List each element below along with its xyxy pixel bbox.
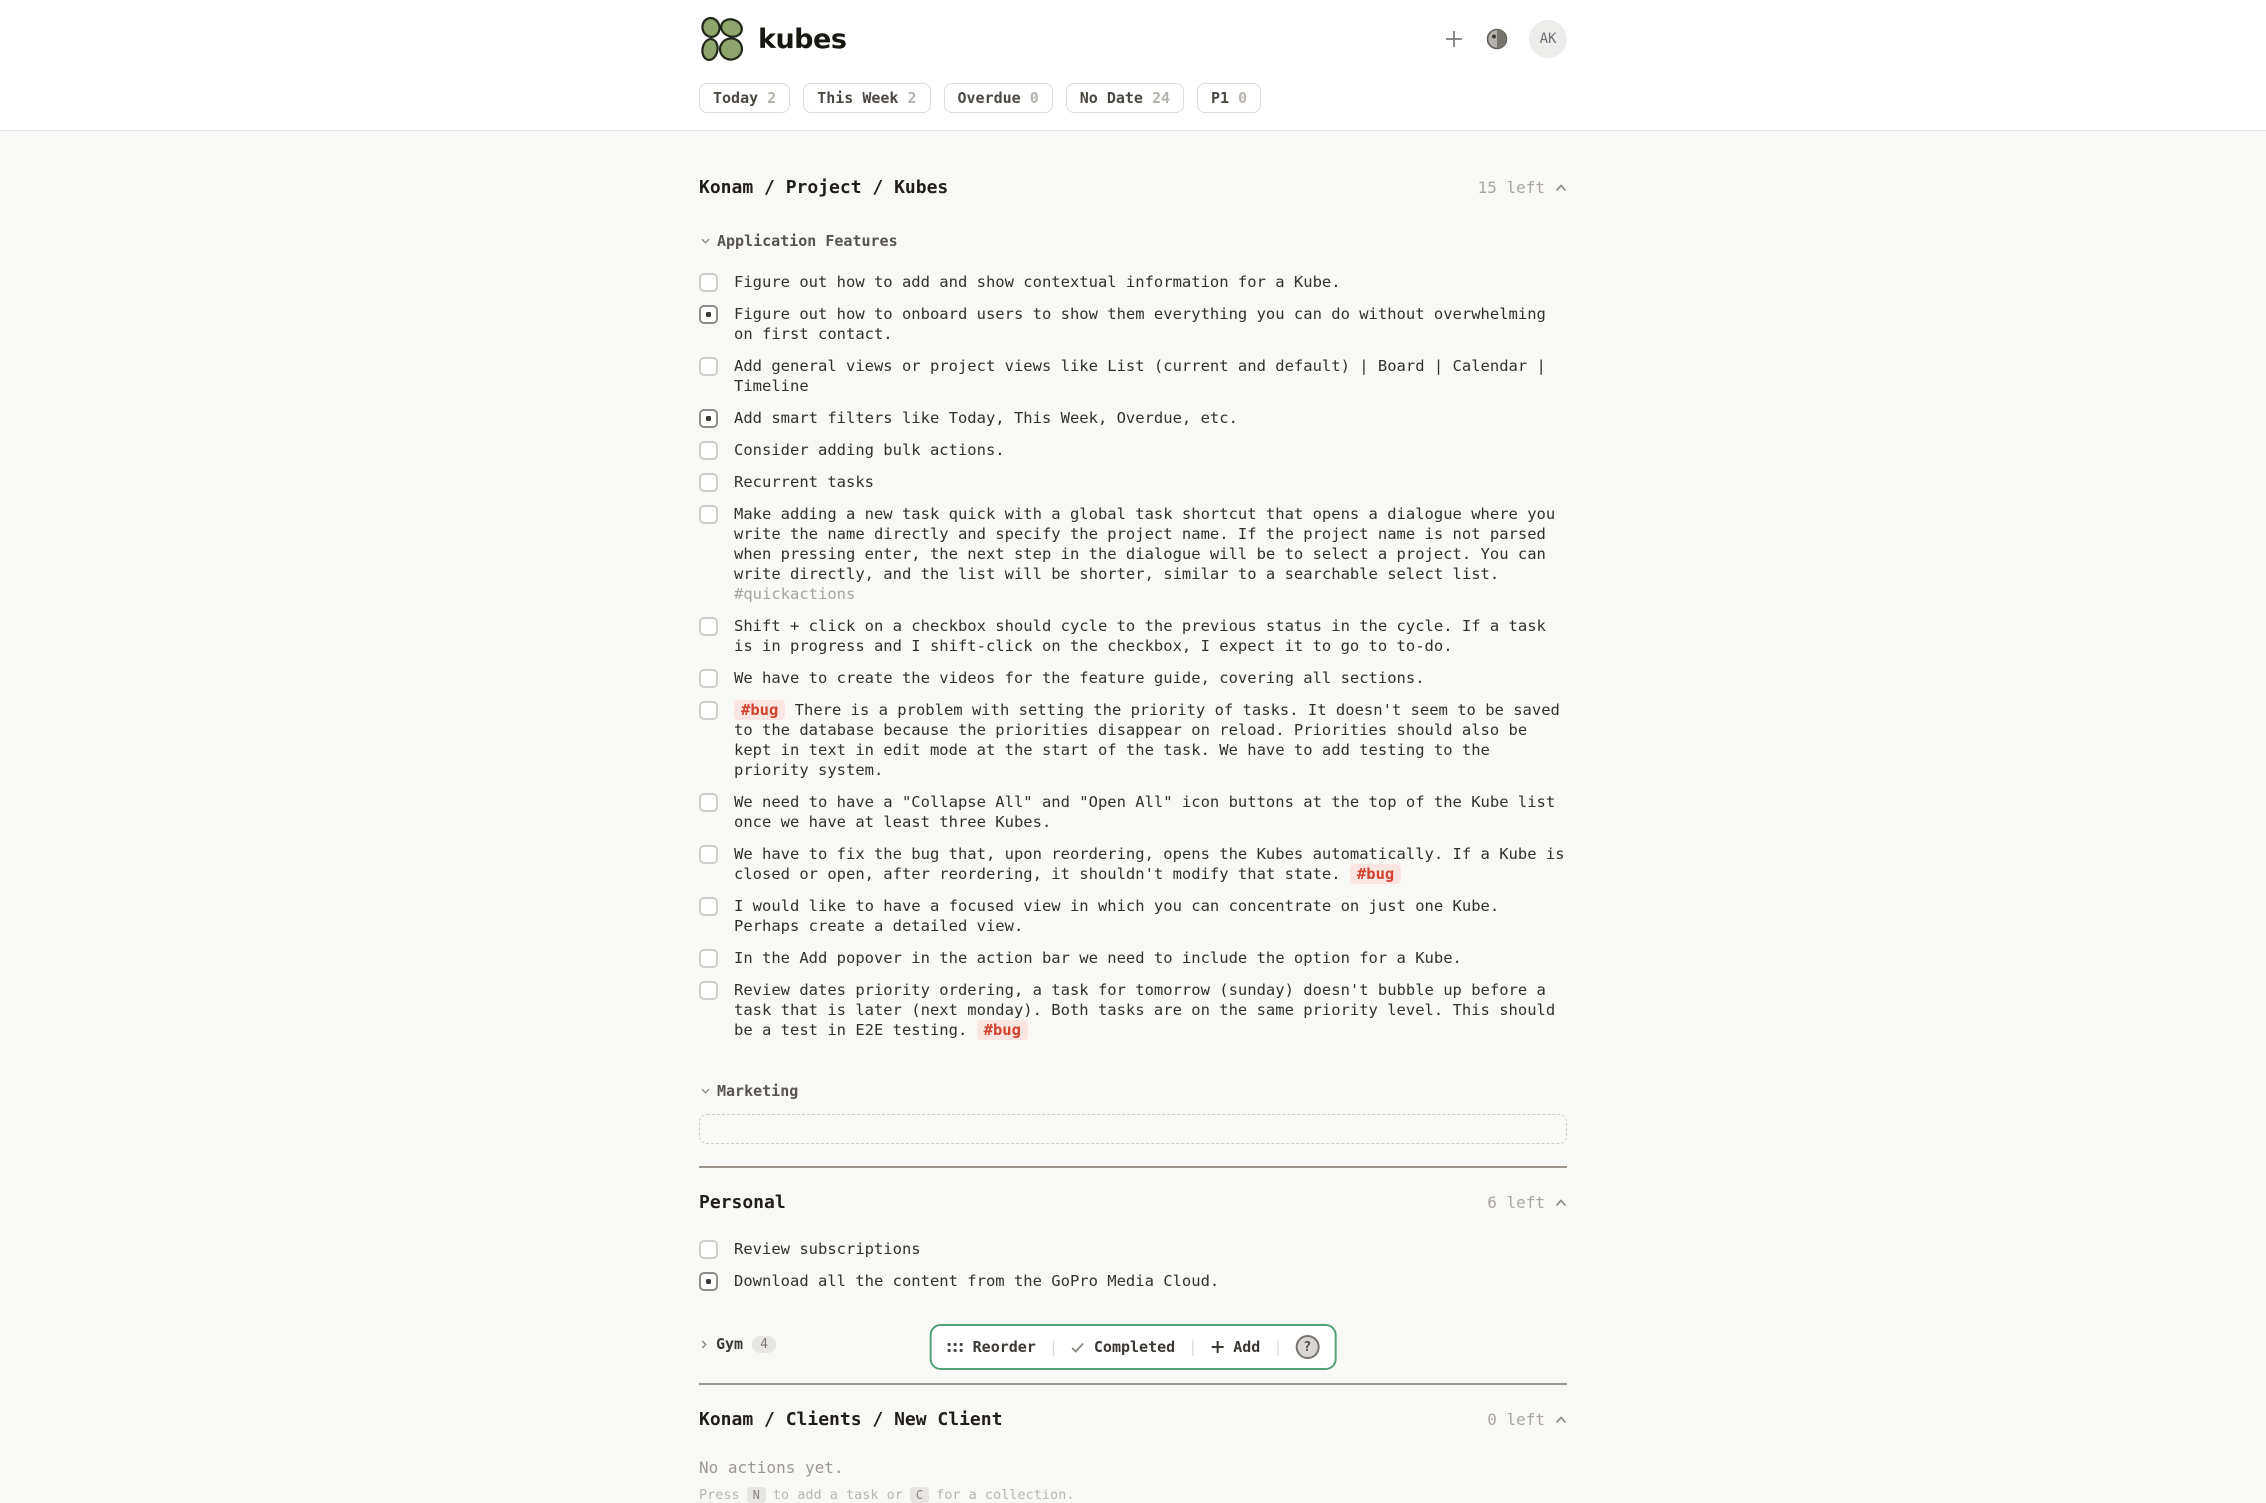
brand bbox=[699, 16, 846, 62]
task-text-segment: Download all the content from the GoPro Media Cloud. bbox=[734, 1272, 1220, 1290]
toolbar-divider: | bbox=[1273, 1338, 1283, 1356]
chevron-up-icon bbox=[1555, 1199, 1567, 1207]
remaining-count: 15 left bbox=[1477, 178, 1545, 197]
task-text-segment: Add general views or project views like List (current and default) | Board | Calendar | Timeline bbox=[734, 357, 1546, 395]
filter-pill-label: Overdue bbox=[957, 89, 1021, 107]
filter-pill-label: P1 bbox=[1211, 89, 1230, 107]
task-checkbox[interactable] bbox=[699, 505, 718, 524]
task-checkbox[interactable] bbox=[699, 793, 718, 812]
personal-task-list bbox=[699, 1233, 1567, 1297]
task-text-segment: Recurrent tasks bbox=[734, 473, 874, 491]
bug-tag: #bug bbox=[734, 700, 785, 720]
task-text-segment: We have to fix the bug that, upon reordering, opens the Kubes automatically. If a Kube is closed or open, after reordering, it shouldn't modify that state. bbox=[734, 845, 1565, 883]
task-text bbox=[734, 700, 1567, 780]
task-checkbox[interactable] bbox=[699, 473, 718, 492]
task-row[interactable] bbox=[699, 466, 1567, 498]
chevron-up-icon bbox=[1555, 1416, 1567, 1424]
task-text-segment: Review dates priority ordering, a task for tomorrow (sunday) doesn't bubble up before a task that is later (next monday). Both tasks are on the same priority level. This should be a test in E2E testing. bbox=[734, 981, 1556, 1039]
task-text bbox=[734, 304, 1567, 344]
task-checkbox[interactable] bbox=[699, 617, 718, 636]
app-logo-icon bbox=[699, 16, 745, 62]
key-n: N bbox=[747, 1487, 766, 1503]
task-text-segment: Shift + click on a checkbox should cycle to the previous status in the cycle. If a task is in progress and I shift-click on the checkbox, I expect it to go to to-do. bbox=[734, 617, 1546, 655]
task-text-segment: We have to create the videos for the feature guide, covering all sections. bbox=[734, 669, 1425, 687]
drag-handle-icon bbox=[947, 1342, 964, 1353]
task-row[interactable] bbox=[699, 786, 1567, 838]
task-checkbox[interactable] bbox=[699, 701, 718, 720]
task-row[interactable] bbox=[699, 838, 1567, 890]
kubes-task-list bbox=[699, 266, 1567, 1046]
filter-pill-p1[interactable] bbox=[1197, 83, 1261, 113]
task-checkbox[interactable] bbox=[699, 845, 718, 864]
task-checkbox[interactable] bbox=[699, 1240, 718, 1259]
plus-icon bbox=[1443, 28, 1465, 50]
task-row[interactable] bbox=[699, 1265, 1567, 1297]
hashtag-label: #quickactions bbox=[734, 585, 856, 603]
section-header-new-client bbox=[699, 1409, 1567, 1430]
task-row[interactable] bbox=[699, 350, 1567, 402]
task-row[interactable] bbox=[699, 610, 1567, 662]
action-toolbar bbox=[930, 1324, 1337, 1370]
filter-bar bbox=[699, 78, 1567, 130]
task-text-segment: Consider adding bulk actions. bbox=[734, 441, 1005, 459]
group-count-badge: 4 bbox=[752, 1336, 776, 1353]
task-row[interactable] bbox=[699, 402, 1567, 434]
task-text bbox=[734, 792, 1567, 832]
filter-pill-today[interactable] bbox=[699, 83, 790, 113]
filter-pill-count: 0 bbox=[1029, 89, 1039, 107]
task-row[interactable] bbox=[699, 266, 1567, 298]
filter-pill-label: Today bbox=[713, 89, 759, 107]
task-text-segment: Make adding a new task quick with a global task shortcut that opens a dialogue where you write the name directly and specify the project name. If the project name is not parsed when pressing enter, the next step in the dialogue will be to select a project. You can write directly, and the list will be shorter, similar to a searchable select list. bbox=[734, 505, 1556, 583]
hint-text: to add a task or bbox=[772, 1487, 903, 1503]
task-checkbox[interactable] bbox=[699, 1272, 718, 1291]
help-button[interactable] bbox=[1295, 1335, 1319, 1359]
section-collapse-personal[interactable] bbox=[1487, 1193, 1567, 1212]
group-label: Application Features bbox=[717, 232, 898, 250]
hint-text: for a collection. bbox=[936, 1487, 1075, 1503]
task-row[interactable] bbox=[699, 1233, 1567, 1265]
section-header-personal bbox=[699, 1192, 1567, 1213]
task-checkbox[interactable] bbox=[699, 981, 718, 1000]
task-checkbox[interactable] bbox=[699, 273, 718, 292]
completed-label: Completed bbox=[1093, 1338, 1176, 1356]
task-text-segment: Add smart filters like Today, This Week, Overdue, etc. bbox=[734, 409, 1238, 427]
group-label: Gym bbox=[716, 1335, 744, 1353]
remaining-count: 0 left bbox=[1487, 1410, 1545, 1429]
section-header-kubes bbox=[699, 177, 1567, 198]
task-row[interactable] bbox=[699, 890, 1567, 942]
task-row[interactable] bbox=[699, 942, 1567, 974]
avatar-initials: AK bbox=[1539, 31, 1557, 47]
question-icon: ? bbox=[1303, 1339, 1312, 1355]
task-text bbox=[734, 1271, 1219, 1291]
chevron-up-icon bbox=[1555, 184, 1567, 192]
task-text bbox=[734, 356, 1567, 396]
bug-tag: #bug bbox=[977, 1020, 1028, 1040]
task-checkbox[interactable] bbox=[699, 897, 718, 916]
bug-tag: #bug bbox=[1350, 864, 1401, 884]
section-separator bbox=[699, 1166, 1567, 1168]
task-row[interactable] bbox=[699, 298, 1567, 350]
section-collapse-new-client[interactable] bbox=[1487, 1410, 1567, 1429]
add-label: Add bbox=[1233, 1338, 1261, 1356]
reorder-button[interactable] bbox=[947, 1338, 1036, 1356]
chevron-right-icon bbox=[701, 1340, 707, 1349]
task-text-segment: Review subscriptions bbox=[734, 1240, 921, 1258]
filter-pill-count: 0 bbox=[1238, 89, 1248, 107]
filter-pill-no-date[interactable] bbox=[1066, 83, 1184, 113]
task-checkbox[interactable] bbox=[699, 949, 718, 968]
toolbar-divider: | bbox=[1048, 1338, 1058, 1356]
keyboard-hint bbox=[699, 1487, 1567, 1503]
filter-pill-count: 2 bbox=[767, 89, 777, 107]
key-c: C bbox=[910, 1487, 929, 1503]
task-text bbox=[734, 272, 1341, 292]
task-text bbox=[734, 408, 1238, 428]
task-text bbox=[734, 668, 1425, 688]
completed-button[interactable] bbox=[1071, 1338, 1175, 1356]
avatar[interactable] bbox=[1529, 20, 1567, 58]
task-row[interactable] bbox=[699, 434, 1567, 466]
task-checkbox[interactable] bbox=[699, 441, 718, 460]
task-checkbox[interactable] bbox=[699, 669, 718, 688]
check-icon bbox=[1071, 1342, 1085, 1353]
task-text-segment: I would like to have a focused view in which you can concentrate on just one Kube. Perhaps create a detailed view. bbox=[734, 897, 1500, 935]
filter-pill-count: 2 bbox=[907, 89, 917, 107]
task-text-segment: We need to have a "Collapse All" and "Open All" icon buttons at the top of the Kube list once we have at least three Kubes. bbox=[734, 793, 1556, 831]
task-row[interactable] bbox=[699, 974, 1567, 1046]
task-text-segment: There is a problem with setting the priority of tasks. It doesn't seem to be saved to the database because the priorities disappear on reload. Priorities should also be kept in text in edit mode at the start of the task. We have to add testing to the priority system. bbox=[734, 701, 1560, 779]
section-title: Personal bbox=[699, 1192, 786, 1213]
filter-pill-overdue[interactable] bbox=[944, 83, 1053, 113]
main-content bbox=[699, 131, 1567, 1503]
filter-pill-this-week[interactable] bbox=[803, 83, 930, 113]
filter-pill-label: This Week bbox=[817, 89, 899, 107]
filter-bar-wrap bbox=[0, 78, 2266, 131]
empty-state-text: No actions yet. bbox=[699, 1458, 844, 1477]
group-header-application-features[interactable] bbox=[701, 232, 1567, 250]
section-title: Konam / Clients / New Client bbox=[699, 1409, 1003, 1430]
add-button[interactable] bbox=[1443, 28, 1465, 50]
task-text bbox=[734, 472, 874, 492]
theme-icon bbox=[1485, 27, 1509, 51]
section-separator bbox=[699, 1383, 1567, 1385]
task-text bbox=[734, 844, 1567, 884]
section-collapse-kubes[interactable] bbox=[1478, 178, 1567, 197]
task-checkbox[interactable] bbox=[699, 409, 718, 428]
app-header bbox=[0, 0, 2266, 78]
task-text bbox=[734, 616, 1567, 656]
filter-pill-label: No Date bbox=[1079, 89, 1143, 107]
task-text bbox=[734, 980, 1567, 1040]
task-checkbox[interactable] bbox=[699, 305, 718, 324]
task-text-segment: Figure out how to onboard users to show them everything you can do without overwhelming on first contact. bbox=[734, 305, 1546, 343]
task-text bbox=[734, 1239, 921, 1259]
reorder-label: Reorder bbox=[972, 1338, 1036, 1356]
chevron-down-icon bbox=[701, 238, 710, 244]
task-text bbox=[734, 504, 1567, 604]
hint-text: Press bbox=[699, 1487, 740, 1503]
remaining-count: 6 left bbox=[1487, 1193, 1545, 1212]
task-text bbox=[734, 440, 1005, 460]
empty-dropzone[interactable] bbox=[699, 1114, 1567, 1144]
app-title: kubes bbox=[758, 23, 847, 55]
chevron-down-icon bbox=[701, 1088, 710, 1094]
plus-icon bbox=[1210, 1340, 1224, 1354]
filter-pill-count: 24 bbox=[1151, 89, 1171, 107]
task-text bbox=[734, 896, 1567, 936]
task-row[interactable] bbox=[699, 498, 1567, 610]
task-text bbox=[734, 948, 1462, 968]
task-row[interactable] bbox=[699, 694, 1567, 786]
add-task-button[interactable] bbox=[1210, 1338, 1260, 1356]
group-label: Marketing bbox=[717, 1082, 799, 1100]
toolbar-divider: | bbox=[1188, 1338, 1198, 1356]
task-text-segment: Figure out how to add and show contextual information for a Kube. bbox=[734, 273, 1341, 291]
task-text-segment: In the Add popover in the action bar we need to include the option for a Kube. bbox=[734, 949, 1462, 967]
task-checkbox[interactable] bbox=[699, 357, 718, 376]
section-title: Konam / Project / Kubes bbox=[699, 177, 949, 198]
task-row[interactable] bbox=[699, 662, 1567, 694]
theme-toggle-button[interactable] bbox=[1485, 27, 1509, 51]
group-header-marketing[interactable] bbox=[701, 1082, 1567, 1100]
